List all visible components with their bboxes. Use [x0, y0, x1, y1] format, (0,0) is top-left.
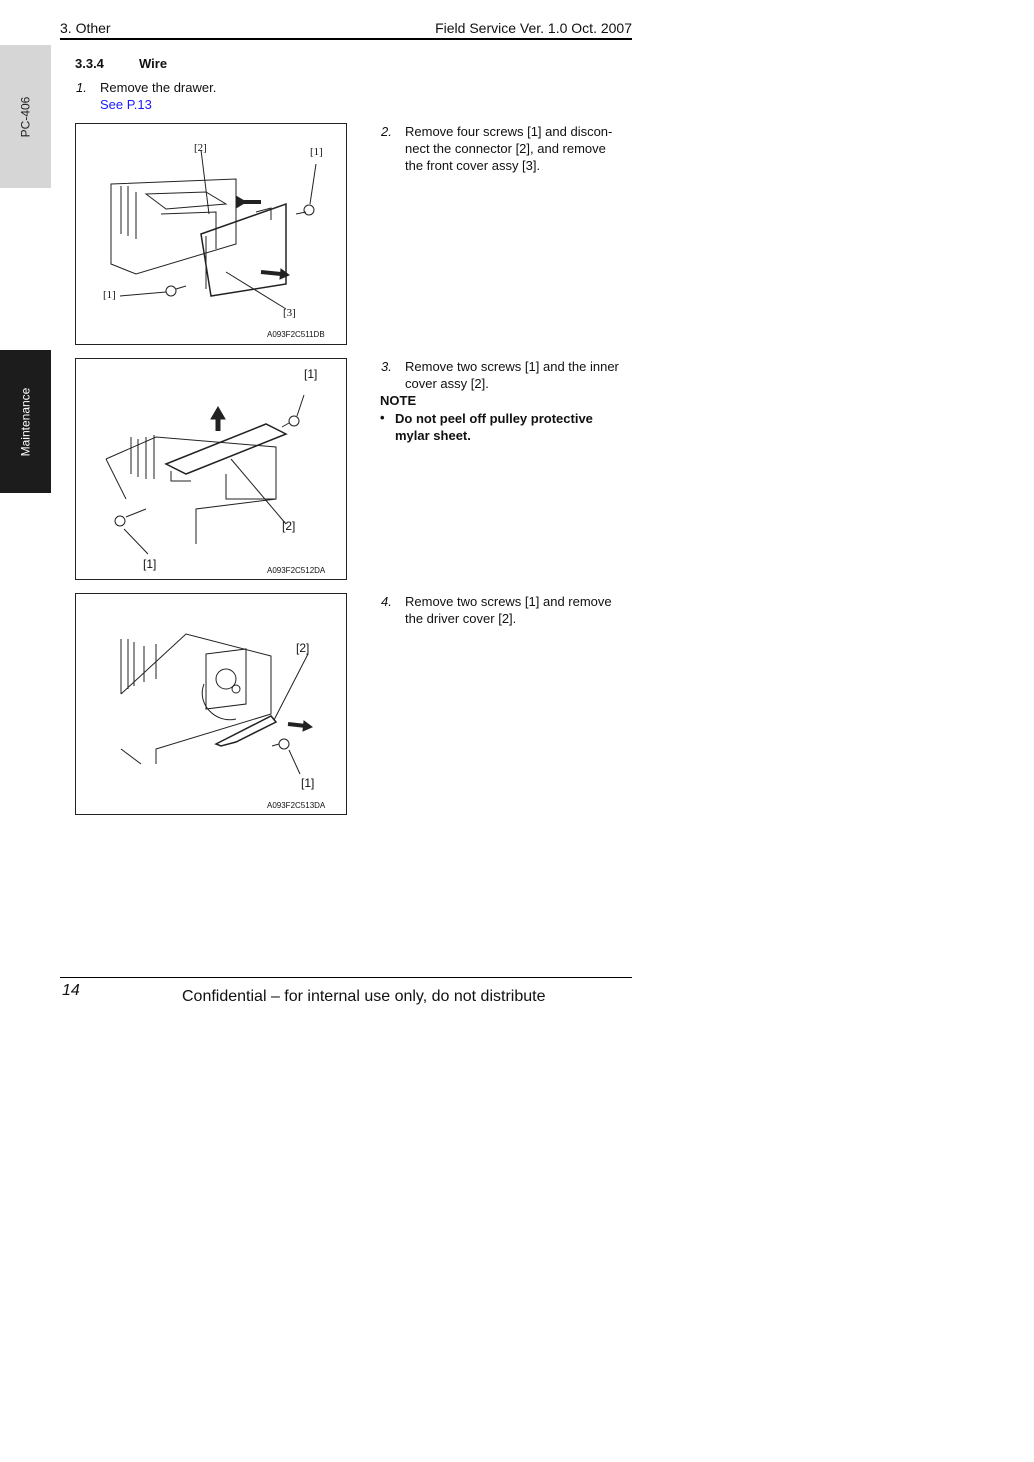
figure-1-label-front-cover: [3] — [283, 307, 296, 319]
step-2-text — [405, 123, 612, 174]
step-4-number: 4. — [381, 594, 392, 609]
figure-front-cover-drawing — [76, 124, 346, 344]
step-2-line-3: the front cover assy [3]. — [405, 158, 541, 173]
step-3-text — [405, 358, 619, 392]
step-1-text: Remove the drawer. — [100, 80, 217, 95]
step-4-text — [405, 593, 612, 627]
step-2-number: 2. — [381, 124, 392, 139]
figure-2-label-screw-top: [1] — [304, 367, 318, 381]
header-rule — [60, 38, 632, 40]
figure-3-id: A093F2C513DA — [267, 801, 326, 810]
step-2-line-2: nect the connector [2], and remove — [405, 141, 606, 156]
figure-3-label-driver-cover: [2] — [296, 641, 310, 655]
confidential-notice: Confidential – for internal use only, do not distribute — [182, 988, 546, 1005]
section-title: Wire — [139, 56, 168, 71]
step-3-number: 3. — [381, 359, 392, 374]
figure-1-id: A093F2C511DB — [267, 330, 325, 339]
figure-2-label-inner-cover: [2] — [282, 519, 296, 533]
step-4-line-1: Remove two screws [1] and remove — [405, 594, 612, 609]
step-3-line-1: Remove two screws [1] and the inner — [405, 359, 619, 374]
footer-rule — [60, 977, 632, 978]
figure-inner-cover-drawing — [76, 359, 346, 579]
note-line-1: Do not peel off pulley protective — [395, 411, 593, 426]
step-1-number: 1. — [76, 80, 87, 95]
step-2-line-1: Remove four screws [1] and discon- — [405, 124, 613, 139]
header-section: 3. Other — [60, 20, 111, 36]
note-text — [395, 410, 593, 444]
figure-1-label-screw-left: [1] — [103, 289, 116, 301]
see-page-link[interactable]: See P.13 — [100, 97, 152, 112]
figure-front-cover — [75, 123, 347, 345]
note-heading: NOTE — [380, 393, 417, 408]
note-bullet: • — [380, 410, 385, 425]
figure-3-label-screw: [1] — [301, 776, 315, 790]
figure-inner-cover — [75, 358, 347, 580]
figure-2-id: A093F2C512DA — [267, 566, 326, 575]
section-number: 3.3.4 — [75, 56, 104, 71]
figure-2-label-screw-bottom: [1] — [143, 557, 157, 571]
side-tab-maintenance-label: Maintenance — [18, 387, 33, 456]
note-line-2: mylar sheet. — [395, 428, 471, 443]
figure-driver-cover — [75, 593, 347, 815]
side-tab-product-label: PC-406 — [18, 96, 33, 137]
header-doc-version: Field Service Ver. 1.0 Oct. 2007 — [435, 20, 632, 36]
step-3-line-2: cover assy [2]. — [405, 376, 489, 391]
page-number: 14 — [62, 982, 80, 999]
figure-1-label-connector: [2] — [194, 142, 207, 154]
figure-1-label-screw-right: [1] — [310, 146, 323, 158]
step-4-line-2: the driver cover [2]. — [405, 611, 517, 626]
side-tab-maintenance[interactable] — [0, 350, 51, 493]
side-tab-product[interactable] — [0, 45, 51, 188]
